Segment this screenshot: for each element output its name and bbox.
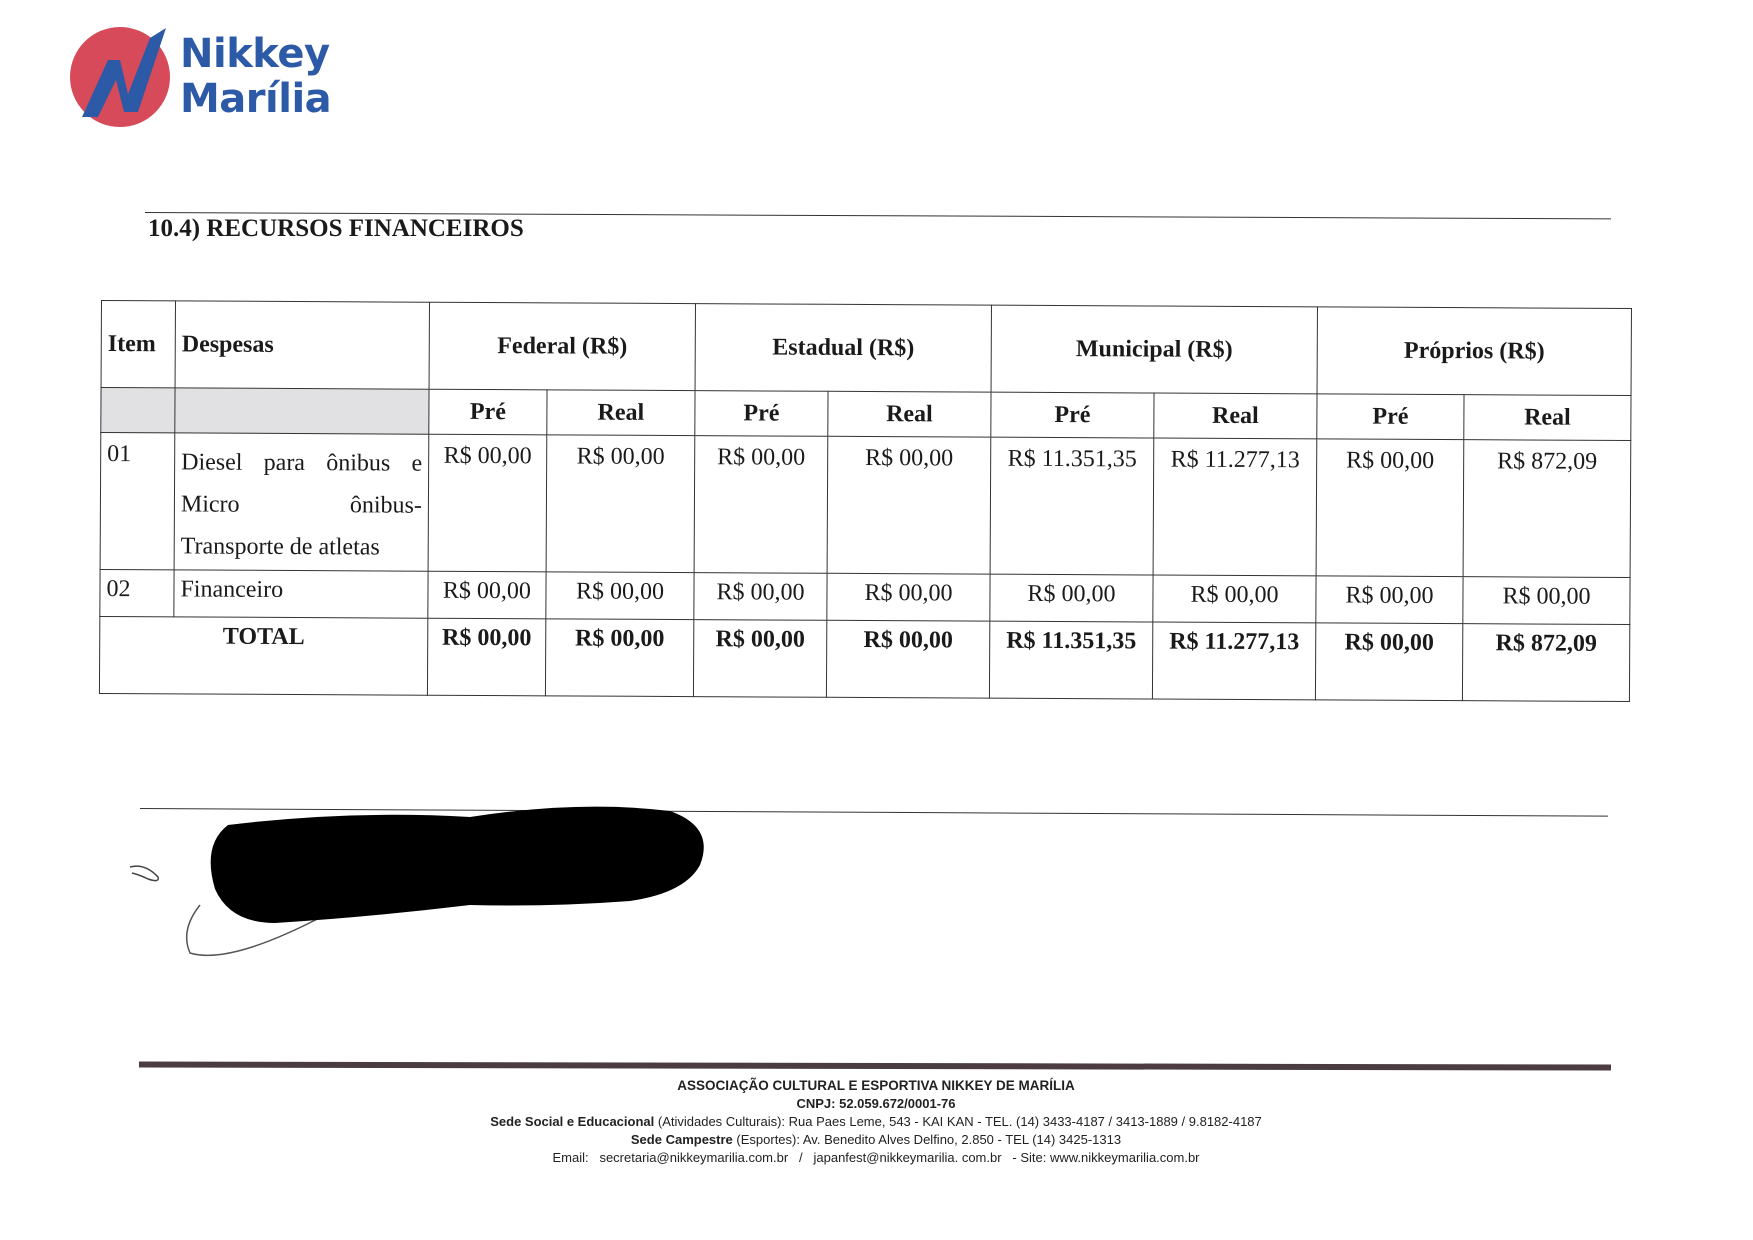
footer-separator: / — [799, 1150, 803, 1165]
description-line: Diesel para ônibus e — [181, 449, 423, 477]
value-municipal-pre: R$ 00,00 — [990, 574, 1153, 622]
row-item: 02 — [100, 569, 174, 616]
footer-email-2[interactable]: japanfest@nikkeymarilia. com.br — [813, 1150, 1002, 1165]
value-estadual-real: R$ 00,00 — [827, 573, 990, 621]
header-despesas: Despesas — [175, 301, 429, 389]
logo-line-1: Nikkey — [180, 31, 330, 77]
row-item: 01 — [100, 433, 175, 570]
row-description — [174, 433, 429, 571]
subheader-municipal-pre: Pré — [991, 392, 1154, 438]
footer-email-label: Email: — [552, 1150, 589, 1165]
value-estadual-real: R$ 00,00 — [827, 436, 991, 574]
total-estadual-real: R$ 00,00 — [826, 620, 989, 698]
logo-line-2: Marília — [180, 76, 332, 122]
total-municipal-pre: R$ 11.351,35 — [989, 621, 1152, 699]
value-municipal-pre: R$ 11.351,35 — [990, 437, 1154, 575]
subheader-municipal-real: Real — [1154, 393, 1317, 439]
header-estadual: Estadual (R$) — [695, 304, 991, 393]
footer-sede-social-label: Sede Social e Educacional — [490, 1114, 655, 1129]
total-municipal-real: R$ 11.277,13 — [1152, 622, 1315, 700]
footer-site-label: - Site: — [1012, 1150, 1047, 1165]
section-title: 10.4) RECURSOS FINANCEIROS — [148, 215, 524, 242]
value-estadual-pre: R$ 00,00 — [694, 436, 828, 574]
value-federal-pre: R$ 00,00 — [428, 571, 546, 619]
row-description: Financeiro — [174, 570, 428, 618]
redaction-blot — [211, 807, 704, 923]
value-proprios-real: R$ 872,09 — [1463, 440, 1631, 578]
footer-site[interactable]: www.nikkeymarilia.com.br — [1049, 1150, 1200, 1165]
subheader-estadual-pre: Pré — [695, 391, 828, 437]
value-proprios-real: R$ 00,00 — [1463, 577, 1630, 625]
total-proprios-real: R$ 872,09 — [1462, 624, 1629, 702]
subheader-proprios-pre: Pré — [1317, 394, 1464, 440]
footer-contacts — [140, 1149, 1612, 1167]
financial-resources-table — [99, 300, 1631, 686]
total-proprios-pre: R$ 00,00 — [1315, 623, 1462, 701]
footer-cnpj: CNPJ: 52.059.672/0001-76 — [796, 1096, 956, 1111]
table-subheader-row — [101, 388, 1631, 441]
table-header-row — [101, 301, 1631, 396]
header-federal: Federal (R$) — [429, 302, 695, 390]
table-row — [100, 433, 1631, 578]
redacted-signature — [110, 805, 710, 985]
value-federal-real: R$ 00,00 — [546, 572, 694, 620]
footer-divider — [139, 1061, 1611, 1070]
value-federal-real: R$ 00,00 — [546, 435, 695, 573]
header-proprios: Próprios (R$) — [1317, 307, 1631, 396]
organization-logo — [68, 22, 388, 137]
footer-sede-campestre — [140, 1131, 1612, 1149]
total-federal-pre: R$ 00,00 — [427, 618, 545, 696]
footer-sede-social-text: (Atividades Culturais): Rua Paes Leme, 543 - KAI KAN - TEL. (14) 3433-4187 / 3413-1889 / 9.8182-4187 — [657, 1114, 1262, 1129]
signature-stroke — [130, 866, 158, 880]
footer — [140, 1077, 1612, 1167]
value-municipal-real: R$ 00,00 — [1153, 575, 1316, 623]
total-estadual-pre: R$ 00,00 — [693, 620, 826, 698]
value-federal-pre: R$ 00,00 — [428, 434, 547, 572]
footer-sede-campestre-label: Sede Campestre — [630, 1132, 733, 1147]
footer-org: ASSOCIAÇÃO CULTURAL E ESPORTIVA NIKKEY DE MARÍLIA — [677, 1078, 1075, 1093]
total-federal-real: R$ 00,00 — [545, 619, 693, 697]
footer-sede-social — [140, 1113, 1612, 1131]
description-line: Transporte de atletas — [180, 533, 380, 561]
description-line: Micro ônibus- — [180, 491, 422, 519]
subheader-blank — [101, 388, 175, 433]
subheader-proprios-real: Real — [1464, 395, 1631, 441]
footer-sede-campestre-text: (Esportes): Av. Benedito Alves Delfino, 2.850 - TEL (14) 3425-1313 — [736, 1132, 1122, 1147]
value-proprios-pre: R$ 00,00 — [1316, 576, 1463, 624]
subheader-blank — [175, 388, 429, 434]
table-total-row — [99, 616, 1629, 701]
total-label: TOTAL — [99, 616, 427, 695]
logo-text — [180, 32, 331, 122]
header-municipal: Municipal (R$) — [991, 305, 1317, 394]
value-estadual-pre: R$ 00,00 — [694, 573, 827, 621]
subheader-federal-pre: Pré — [429, 389, 547, 435]
nikkey-logo-icon — [68, 22, 178, 132]
subheader-estadual-real: Real — [828, 391, 991, 437]
value-proprios-pre: R$ 00,00 — [1316, 439, 1464, 577]
footer-email-1[interactable]: secretaria@nikkeymarilia.com.br — [599, 1150, 789, 1165]
header-item: Item — [101, 301, 175, 388]
value-municipal-real: R$ 11.277,13 — [1153, 438, 1317, 576]
table-row — [100, 569, 1630, 624]
subheader-federal-real: Real — [547, 390, 695, 436]
